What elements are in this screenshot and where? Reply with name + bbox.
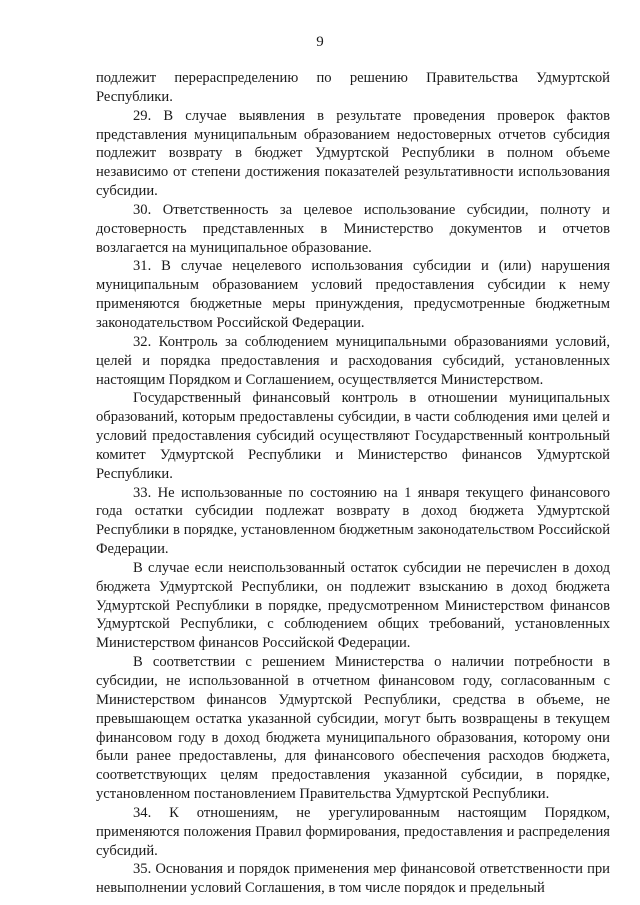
document-body bbox=[96, 69, 610, 898]
paragraph-item-33: 33. Не использованные по состоянию на 1 января текущего финансового года остатки субсидии подлежат возврату в доход бюджета Удмуртской Республики в порядке, установленном бюджетным законодательством Российской Федерации. bbox=[96, 484, 610, 558]
page-number: 9 bbox=[316, 34, 324, 50]
paragraph-item-33-recovery: В случае если неиспользованный остаток субсидии не перечислен в доход бюджета Удмуртской Республики, он подлежит взысканию в доход бюджета Удмуртской Республики в порядке, предусмотренном Министерством финансов Удмуртской Республики, с соблюдением общих требований, установленных Министерством финансов Российской Федерации. bbox=[96, 559, 610, 652]
paragraph-item-32-financial-control: Государственный финансовый контроль в отношении муниципальных образований, которым предоставлены субсидии, в части соблюдения ими целей и условий предоставления субсидий осуществляют Государственный контрольный комитет Удмуртской Республики и Министерство финансов Удмуртской Республики. bbox=[96, 390, 610, 482]
paragraph-item-34: 34. К отношениям, не урегулированным настоящим Порядком, применяются положения Правил формирования, предоставления и распределения субсидий. bbox=[96, 804, 610, 859]
paragraph-continuation: подлежит перераспределению по решению Правительства Удмуртской Республики. bbox=[96, 70, 610, 105]
paragraph-item-32: 32. Контроль за соблюдением муниципальными образованиями условий, целей и порядка предоставления и расходования субсидий, установленных настоящим Порядком и Соглашением, осуществляется Министерством. bbox=[96, 333, 610, 388]
paragraph-item-33-return: В соответствии с решением Министерства о наличии потребности в субсидии, не использованной в отчетном финансовом году, согласованным с Министерством финансов Удмуртской Республики, средства в объеме, не превышающем остатка указанной субсидии, могут быть возвращены в текущем финансовом году в доход бюджета муниципального образования, которому они были ранее предоставлены, для финансового обеспечения расходов бюджета, соответствующих целям предоставления указанной субсидии, в порядке, установленном постановлением Правительства Удмуртской Республики. bbox=[96, 654, 610, 803]
paragraph-item-31: 31. В случае нецелевого использования субсидии и (или) нарушения муниципальным образованием условий предоставления субсидии к нему применяются бюджетные меры принуждения, предусмотренные бюджетным законодательством Российской Федерации. bbox=[96, 258, 610, 331]
paragraph-item-30: 30. Ответственность за целевое использование субсидии, полноту и достоверность представленных в Министерство документов и отчетов возлагается на муниципальное образование. bbox=[96, 201, 610, 256]
paragraph-item-29: 29. В случае выявления в результате проведения проверок фактов представления муниципальным образованием недостоверных отчетов субсидия подлежит возврату в бюджет Удмуртской Республики в полном объеме независимо от степени достижения показателей результативности использования субсидии. bbox=[96, 107, 610, 200]
paragraph-item-35: 35. Основания и порядок применения мер финансовой ответственности при невыполнении условий Соглашения, в том числе порядок и предельный bbox=[96, 861, 610, 897]
